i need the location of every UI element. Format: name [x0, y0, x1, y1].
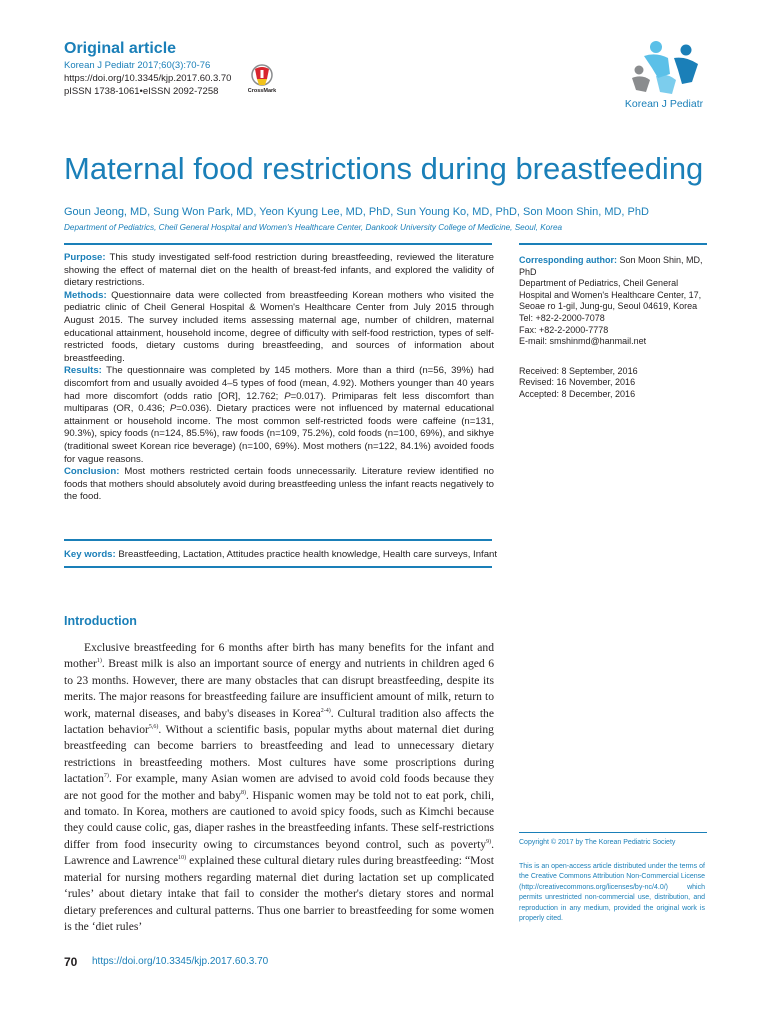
keywords-bottom-rule: [64, 566, 492, 568]
received-date: Received: 8 September, 2016: [519, 365, 638, 376]
reference-marker[interactable]: 10): [178, 855, 187, 862]
results-label: Results:: [64, 365, 102, 377]
intro-text: Exclusive breastfeeding for 6 months after birth has many benefits for the infant and mother: [64, 641, 494, 671]
abstract-top-rule: [64, 243, 492, 245]
journal-logo-name: Korean J Pediatr: [624, 98, 704, 110]
reference-marker[interactable]: 5,6): [148, 724, 159, 731]
copyright-notice: Copyright © 2017 by The Korean Pediatric Society: [519, 839, 676, 846]
sidebar-top-rule: [519, 243, 707, 245]
crossmark-label: CrossMark: [247, 88, 277, 94]
reference-marker[interactable]: 1): [96, 658, 102, 665]
reference-marker[interactable]: 8): [241, 789, 247, 796]
results-text: =0.036). Dietary practices were not influenced by maternal educational attainment or household income. The most common self-restricted foods were caffeine (n=131, 90.3%), spicy foods (n=124, 85.5%), raw foods (n=109, 75.2%), cold foods (n=100, 69%), and sikhye (traditional sweet Korean rice beverage) (n=100, 69%). Most mothers (n=122, 84.1%) avoided foods for vague reasons.: [64, 403, 494, 465]
conclusion-text: Most mothers restricted certain foods unnecessarily. Literature review identified no foods that mothers should absolutely avoid during breastfeeding unless the infant reacts negatively to the food.: [64, 466, 494, 503]
corresponding-name: Son Moon Shin, MD, PhD: [519, 255, 703, 277]
issn: pISSN 1738-1061•eISSN 2092-7258: [64, 86, 219, 97]
copyright-rule: [519, 832, 707, 833]
corresponding-tel: Tel: +82-2-2000-7078: [519, 312, 605, 323]
conclusion-label: Conclusion:: [64, 466, 120, 478]
methods-label: Methods:: [64, 289, 107, 301]
keywords-text: Breastfeeding, Lactation, Attitudes practice health knowledge, Health care surveys, Infant: [115, 549, 498, 560]
p-value-symbol: P: [284, 390, 291, 402]
author-list: Goun Jeong, MD, Sung Won Park, MD, Yeon Kyung Lee, MD, PhD, Sun Young Ko, MD, PhD, Son Moon Shin, MD, PhD: [64, 206, 649, 218]
page-number: 70: [64, 955, 78, 969]
crossmark-badge[interactable]: [246, 64, 278, 102]
crossmark-icon: [246, 64, 278, 88]
abstract: [64, 252, 494, 504]
purpose-text: This study investigated self-food restriction during breastfeeding, reviewed the literature showing the effect of maternal diet on the health of breast-fed infants, and explored the validity of dietary restrictions.: [64, 252, 494, 289]
abstract-methods: [64, 290, 494, 366]
keywords-label: Key words:: [64, 549, 116, 560]
article-info-sidebar: [519, 255, 709, 401]
article-dates: [519, 366, 709, 401]
license-notice: This is an open-access article distributed under the terms of the Creative Commons Attribution Non-Commercial License (http://creativecommons.org/licenses/by-nc/4.0/) which permits unrestricted non-commercial use, distribution, and reproduction in any medium, provided the original work is properly cited.: [519, 863, 705, 923]
corresponding-label: Corresponding author:: [519, 255, 617, 265]
journal-logo: [626, 38, 706, 98]
revised-date: Revised: 16 November, 2016: [519, 377, 636, 388]
article-type: Original article: [64, 40, 177, 57]
p-value-symbol: P: [169, 403, 177, 415]
corresponding-email[interactable]: E-mail: smshinmd@hanmail.net: [519, 336, 647, 347]
intro-text: . Lawrence and Lawrence: [64, 837, 494, 868]
header-doi-link[interactable]: https://doi.org/10.3345/kjp.2017.60.3.70: [64, 73, 232, 84]
results-text: The questionnaire was completed by 145 mothers. More than a third (n=56, 39%) had discomfort from and usually avoided 4–5 types of food (mean, 4.92). Mothers younger than 40 years had more discomfort (odds ratio [OR], 12.762;: [64, 365, 494, 402]
introduction-heading: Introduction: [64, 614, 137, 628]
accepted-date: Accepted: 8 December, 2016: [519, 388, 636, 399]
corresponding-author: [519, 255, 709, 278]
corresponding-fax: Fax: +82-2-2000-7778: [519, 324, 609, 335]
intro-text: explained these cultural dietary rules during breastfeeding: “Most material for nursing mothers regarding maternal diet during lactation set up complicated ‘rules’ about dietary intake that fail to consider the mother's dietary stores and normal dietary preferences and cultural patterns. Thus one barrier to breastfeeding for some women is the ‘diet rules’: [64, 854, 494, 933]
keywords: [64, 548, 498, 561]
citation: Korean J Pediatr 2017;60(3):70-76: [64, 60, 211, 71]
reference-marker[interactable]: 9): [486, 839, 492, 846]
intro-text: . Cultural tradition also affects the lactation behavior: [64, 706, 494, 737]
footer-doi-link[interactable]: https://doi.org/10.3345/kjp.2017.60.3.70: [92, 956, 269, 967]
purpose-label: Purpose:: [64, 252, 106, 263]
introduction-paragraph: [64, 640, 494, 935]
intro-text: . Breast milk is also an important source of energy and nutrients in children aged 6 to 23 months. However, there are many obstacles that can disrupt breastfeeding, despite its merits. The major reasons for breastfeeding failure are insufficient amount of milk, return to work, maternal diseases, and baby's diseases in Korea: [64, 657, 494, 720]
corresponding-address: Department of Pediatrics, Cheil General Hospital and Women's Healthcare Center, 17, Seoae ro 1-gil, Jung-gu, Seoul 04619, Korea: [519, 278, 702, 312]
author-affiliation: Department of Pediatrics, Cheil General Hospital and Women's Healthcare Center, Dankook University College of Medicine, Seoul, Korea: [64, 223, 563, 232]
intro-text: . Without a scientific basis, popular myths about maternal diet during breastfeeding can become barriers to breastfeeding and lead to unnecessary dietary restrictions in breastfeeding mothers. Most cultures have some proscriptions during lactation: [64, 723, 494, 786]
article-title: Maternal food restrictions during breastfeeding: [64, 151, 704, 186]
abstract-conclusion: [64, 466, 494, 504]
intro-text: . Hispanic women may be told not to eat pork, chili, and tomato. In Korea, mothers are cautioned to avoid spicy foods, such as Kimchi because they could cause colic, gas, diaper rashes in the breastfeeding infants. These self-restrictions differ from food insecurity owing to circumstances beyond control, such as poverty: [64, 788, 494, 851]
methods-text: Questionnaire data were collected from breastfeeding Korean mothers who visited the pediatric clinic of Cheil General Hospital & Women's Healthcare Center from July 2015 through August 2015. The survey included items assessing maternal age, number of children, maternal educational attainment, household income, degree of difficulty with self-food restriction, types of self-restricted foods, dietary customs during breastfeeding, and sources of information about breastfeeding.: [64, 289, 494, 364]
intro-text: . For example, many Asian women are advised to avoid cold foods because they are not good for the mother and baby: [64, 772, 494, 802]
reference-marker[interactable]: 7): [103, 773, 109, 780]
results-text: =0.017). Primiparas felt less discomfort than multiparas (OR, 0.436;: [64, 390, 494, 415]
abstract-purpose: [64, 252, 494, 290]
keywords-top-rule: [64, 539, 492, 541]
introduction-body: [64, 640, 494, 935]
children-logo-icon: [626, 38, 706, 98]
reference-marker[interactable]: 2-4): [320, 707, 331, 714]
abstract-results: [64, 365, 494, 466]
